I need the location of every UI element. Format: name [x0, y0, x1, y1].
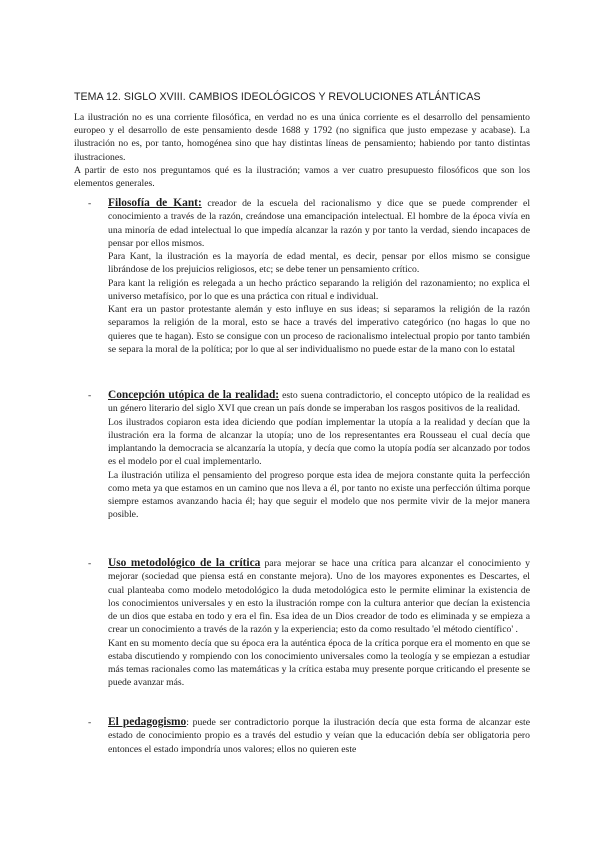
item-heading: Uso metodológico de la crítica	[108, 557, 261, 569]
intro-section	[74, 111, 530, 190]
item-heading: El pedagogismo	[108, 716, 187, 728]
item-paragraph: Kant en su momento decía que su época era la auténtica época de la crítica porque era el momento en que se estaba discutiendo y rompiendo con los conocimiento universales como la teología y se empiezan a estudiar más temas racionales como las matemáticas y la crítica estaba muy presente porque criticando el presente se puede avanzar más.	[108, 637, 530, 689]
intro-paragraph: A partir de esto nos preguntamos qué es la ilustración; vamos a ver cuatro presupuesto filosóficos que son los elementos generales.	[74, 164, 530, 190]
list-bullet: -	[88, 558, 92, 569]
item-heading: Filosofía de Kant:	[108, 197, 202, 209]
list-bullet: -	[88, 390, 92, 401]
item-text: : puede ser contradictorio porque la ilustración decía que esta forma de alcanzar este estado de conocimiento propio es a través del estudio y veían que la educación debía ser obligatoria pero entonces el estado impondría unos valores; ellos no quieren este	[108, 717, 530, 755]
item-paragraph: La ilustración utiliza el pensamiento del progreso porque esta idea de mejora constante quita la perfección como meta ya que estamos en un camino que nos lleva a él, por tanto no existe una perfección última porque siempre estamos avanzando hacia él; hay que seguir el modelo que nos permite vivir de la mejor manera posible.	[108, 469, 530, 521]
item-text: para mejorar se hace una crítica para alcanzar el conocimiento y mejorar (sociedad que piensa está en constante mejora). Uno de los mayores exponentes es Descartes, el cual planteaba como modelo metodológico la duda metodológica esto le permite eliminar la existencia de los conocimientos universales y en esto la ilustración rompe con la cultura anterior que decían la existencia de un dios que estaba en todo y era el fin. Esa idea de un Dios creador de todo es eliminada y se empieza a crear un conocimiento a través de la razón y la experiencia; esto da como resultado 'el método científico' .	[108, 558, 530, 636]
item-heading: Concepción utópica de la realidad:	[108, 389, 280, 401]
item-paragraph: Para kant la religión es relegada a un hecho práctico separando la religión del razonamiento; no explica el universo metafísico, por lo que es una práctica con ritual e individual.	[108, 277, 530, 302]
item-paragraph: Los ilustrados copiaron esta idea diciendo que podían implementar la utopía a la realidad y decían que la ilustración era la forma de alcanzar la utopía; uno de los representantes era Rousseau el cual decía que implantando la democracia se alcanzaría la utopía, y decía que como la utopía podía ser alcanzado por todos es el modelo por el cual implementarlo.	[108, 416, 530, 468]
page-title: TEMA 12. SIGLO XVIII. CAMBIOS IDEOLÓGICOS Y REVOLUCIONES ATLÁNTICAS	[74, 91, 481, 103]
list-bullet: -	[88, 717, 92, 728]
list-bullet: -	[88, 198, 92, 209]
intro-paragraph: La ilustración no es una corriente filosófica, en verdad no es una única corriente es el desarrollo del pensamiento europeo y el desarrollo de este pensamiento desde 1688 y 1792 (no significa que justo empezase y acabase). La ilustración no es, por tanto, homogénea sino que hay distintas líneas de pensamiento; habiendo por tanto distintas ilustraciones.	[74, 112, 530, 163]
item-text: creador de la escuela del racionalismo y dice que se puede comprender el conocimiento a través de la razón, creándose una emancipación intelectual. El hombre de la época vivía en una minoría de edad intelectual lo que impedía alcanzar la razón y por tanto la verdad, siendo incapaces de pensar por ellos mismos.	[108, 198, 531, 249]
item-paragraph: Kant era un pastor protestante alemán y esto influye en sus ideas; si separamos la religión de la razón separamos la religión de la moral, esto se hace a través del imperativo categórico (no hagas lo que no quieres que te hagan). Esto se consigue con un proceso de racionalismo intelectual propio por tanto también se separa la moral de la política; por lo que al ser individualismo no puede estar de la mano con lo estatal	[108, 304, 530, 355]
item-paragraph: Para Kant, la ilustración es la mayoría de edad mental, es decir, pensar por ellos mismo se consigue librándose de los prejuicios religiosos, etc; se debe tener un pensamiento crítico.	[108, 251, 530, 276]
item-text: esto suena contradictorio, el concepto utópico de la realidad es un género literario del siglo XVI que crean un país donde se imperaban los rasgos positivos de la realidad.	[108, 390, 530, 415]
